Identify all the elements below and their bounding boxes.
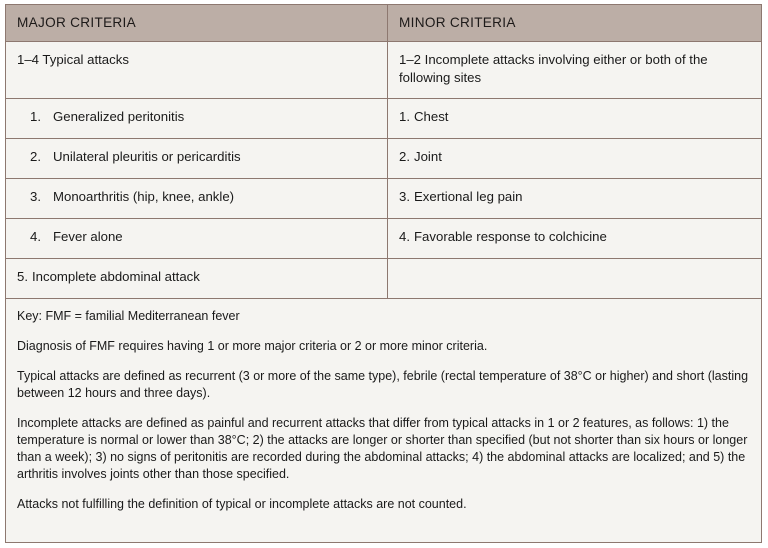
major-item-1-label: Generalized peritonitis <box>53 109 185 125</box>
cell-minor-intro <box>388 42 761 98</box>
cell-major-item-1 <box>6 99 388 138</box>
column-header-major <box>6 5 388 41</box>
major-item-1 <box>17 108 377 126</box>
major-item-5 <box>17 268 377 286</box>
table-grid <box>6 5 761 299</box>
major-item-3 <box>17 188 377 206</box>
major-item-4-label: Fever alone <box>53 229 123 245</box>
table-row <box>6 99 761 139</box>
cell-major-item-2 <box>6 139 388 178</box>
major-item-4-number: 4. <box>30 229 41 245</box>
footnote-not-counted: Attacks not fulfilling the definition of typical or incomplete attacks are not counted. <box>17 497 467 512</box>
cell-major-item-4 <box>6 219 388 258</box>
table-footnotes <box>6 299 761 542</box>
column-header-minor-label: MINOR CRITERIA <box>399 15 516 30</box>
minor-item-3 <box>399 188 751 206</box>
table-row <box>6 179 761 219</box>
major-item-1-number: 1. <box>30 109 41 125</box>
table-row <box>6 42 761 99</box>
cell-minor-item-2 <box>388 139 761 178</box>
cell-minor-item-1 <box>388 99 761 138</box>
cell-minor-item-3 <box>388 179 761 218</box>
major-item-5-label: Incomplete abdominal attack <box>32 269 200 285</box>
major-item-2-label: Unilateral pleuritis or pericarditis <box>53 149 241 165</box>
major-item-2 <box>17 148 377 166</box>
table-row <box>6 259 761 298</box>
cell-major-intro <box>6 42 388 98</box>
minor-item-4 <box>399 228 751 246</box>
minor-intro-text: 1–2 Incomplete attacks involving either or both of the following sites <box>399 52 708 85</box>
minor-item-2-label: Joint <box>414 149 442 165</box>
minor-item-4-label: Favorable response to colchicine <box>414 229 607 245</box>
column-header-minor <box>388 5 761 41</box>
minor-item-3-label: Exertional leg pain <box>414 189 523 205</box>
column-header-major-label: MAJOR CRITERIA <box>17 15 136 30</box>
major-item-3-number: 3. <box>30 189 41 205</box>
footnote-incomplete-attacks: Incomplete attacks are defined as painful and recurrent attacks that differ from typical attacks in 1 or 2 features, as follows: 1) the temperature is normal or lower than 38°C; 2) the attacks are longer or shorter than specified (but not shorter than six hours or longer than a week); 3) no signs of peritonitis are recorded during the abdominal attacks; 4) the abdominal attacks are localized; and 5) the arthritis involves joints other than those specified. <box>17 416 748 482</box>
footnote-typical-attacks: Typical attacks are defined as recurrent (3 or more of the same type), febrile (rectal temperature of 38°C or higher) and short (lasting between 12 hours and three days). <box>17 369 749 401</box>
table-header-row <box>6 5 761 42</box>
minor-item-2-number: 2. <box>399 149 410 165</box>
major-item-3-label: Monoarthritis (hip, knee, ankle) <box>53 189 235 205</box>
cell-minor-item-4 <box>388 219 761 258</box>
table-row <box>6 139 761 179</box>
cell-major-item-3 <box>6 179 388 218</box>
footnote-key: Key: FMF = familial Mediterranean fever <box>17 309 240 324</box>
major-item-5-number: 5. <box>17 269 28 285</box>
cell-major-item-5 <box>6 259 388 298</box>
criteria-table <box>5 4 762 543</box>
minor-item-1 <box>399 108 751 126</box>
major-intro-text: 1–4 Typical attacks <box>17 52 129 68</box>
major-item-2-number: 2. <box>30 149 41 165</box>
major-item-4 <box>17 228 377 246</box>
cell-minor-empty <box>388 259 761 298</box>
minor-item-1-number: 1. <box>399 109 410 125</box>
minor-item-4-number: 4. <box>399 229 410 245</box>
footnote-diagnosis: Diagnosis of FMF requires having 1 or more major criteria or 2 or more minor criteria. <box>17 339 488 354</box>
minor-item-2 <box>399 148 751 166</box>
table-row <box>6 219 761 259</box>
minor-item-1-label: Chest <box>414 109 449 125</box>
minor-item-3-number: 3. <box>399 189 410 205</box>
